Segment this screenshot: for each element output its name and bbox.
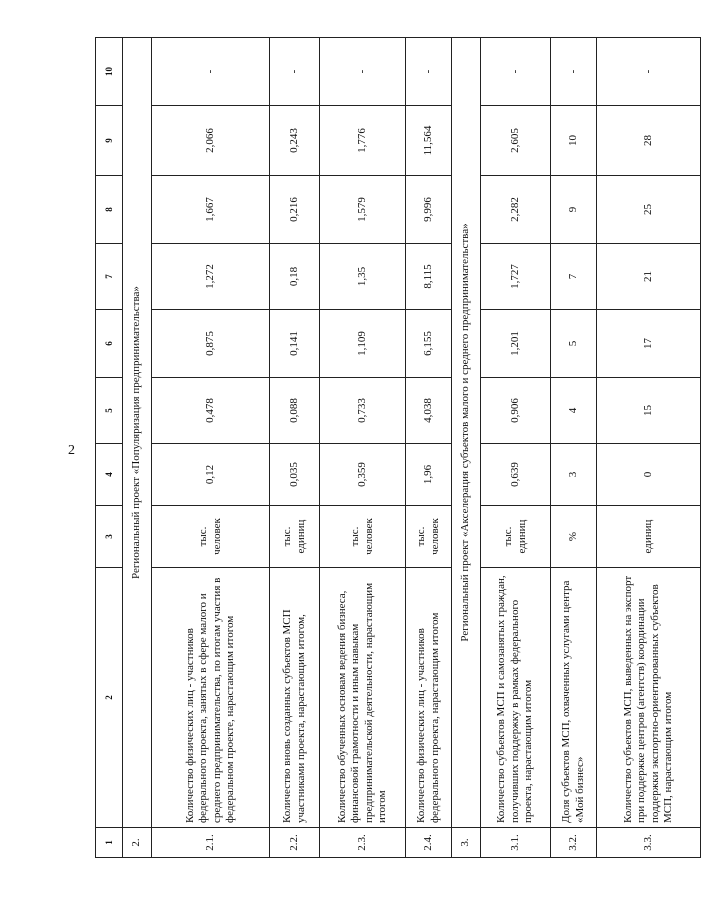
- unit-cell: тыс. единиц: [481, 506, 551, 568]
- row-number: 2.1.: [152, 828, 270, 858]
- value-cell: 1,727: [481, 244, 551, 310]
- value-cell: 0,639: [481, 444, 551, 506]
- row-number: 3.1.: [481, 828, 551, 858]
- value-cell: 9,996: [406, 176, 452, 244]
- column-number: 10: [96, 38, 123, 106]
- value-cell: 11,564: [406, 106, 452, 176]
- row-number: 2.3.: [320, 828, 406, 858]
- value-cell: -: [406, 38, 452, 106]
- value-cell: 0,216: [270, 176, 320, 244]
- value-cell: 0,141: [270, 310, 320, 378]
- indicator-name: Доля субъектов МСП, охваченных услугами центра «Мой бизнес»: [551, 568, 597, 828]
- section-number: 3.: [452, 828, 481, 858]
- indicator-name: Количество физических лиц - участников федерального проекта, нарастающим итогом: [406, 568, 452, 828]
- value-cell: 1,667: [152, 176, 270, 244]
- unit-cell: тыс. человек: [406, 506, 452, 568]
- value-cell: 1,776: [320, 106, 406, 176]
- unit-cell: тыс. единиц: [270, 506, 320, 568]
- unit-cell: %: [551, 506, 597, 568]
- column-number: 6: [96, 310, 123, 378]
- section-title: Региональный проект «Акселерация субъектов малого и среднего предпринимательства»: [452, 38, 481, 828]
- value-cell: -: [152, 38, 270, 106]
- section-title: Региональный проект «Популяризация предпринимательства»: [123, 38, 152, 828]
- value-cell: 4: [551, 378, 597, 444]
- indicators-table: [95, 37, 701, 858]
- value-cell: 17: [597, 310, 701, 378]
- value-cell: 0,875: [152, 310, 270, 378]
- value-cell: -: [481, 38, 551, 106]
- value-cell: -: [551, 38, 597, 106]
- value-cell: 15: [597, 378, 701, 444]
- column-number: 2: [96, 568, 123, 828]
- value-cell: 3: [551, 444, 597, 506]
- value-cell: 1,109: [320, 310, 406, 378]
- table-row: [152, 38, 270, 858]
- column-number: 8: [96, 176, 123, 244]
- page-number: 2: [68, 443, 75, 458]
- column-number: 7: [96, 244, 123, 310]
- column-number: 5: [96, 378, 123, 444]
- table-row: [481, 38, 551, 858]
- value-cell: 28: [597, 106, 701, 176]
- table-row: [597, 38, 701, 858]
- value-cell: 9: [551, 176, 597, 244]
- value-cell: 1,272: [152, 244, 270, 310]
- column-number-row: [96, 38, 123, 858]
- value-cell: 0,035: [270, 444, 320, 506]
- value-cell: -: [597, 38, 701, 106]
- value-cell: 8,115: [406, 244, 452, 310]
- value-cell: 4,038: [406, 378, 452, 444]
- table-row: [406, 38, 452, 858]
- value-cell: 0,733: [320, 378, 406, 444]
- value-cell: 1,35: [320, 244, 406, 310]
- value-cell: 0,359: [320, 444, 406, 506]
- value-cell: 0,243: [270, 106, 320, 176]
- indicator-name: Количество физических лиц - участников федерального проекта, занятых в сфере малого и среднего предпринимательства, по итогам участия в федеральном проекте, нарастающим итогом: [152, 568, 270, 828]
- value-cell: 0,906: [481, 378, 551, 444]
- value-cell: 2,605: [481, 106, 551, 176]
- indicator-name: Количество обученных основам ведения бизнеса, финансовой грамотности и иным навыкам предпринимательской деятельности, нарастающим итогом: [320, 568, 406, 828]
- column-number: 4: [96, 444, 123, 506]
- section-row: [123, 38, 152, 858]
- value-cell: 0,478: [152, 378, 270, 444]
- value-cell: 1,201: [481, 310, 551, 378]
- value-cell: 0,18: [270, 244, 320, 310]
- rotated-page: [95, 38, 674, 858]
- row-number: 2.4.: [406, 828, 452, 858]
- value-cell: -: [320, 38, 406, 106]
- value-cell: -: [270, 38, 320, 106]
- table-body: [96, 38, 701, 858]
- row-number: 2.2.: [270, 828, 320, 858]
- table-row: [320, 38, 406, 858]
- unit-cell: тыс. человек: [152, 506, 270, 568]
- value-cell: 25: [597, 176, 701, 244]
- value-cell: 0,088: [270, 378, 320, 444]
- value-cell: 0,12: [152, 444, 270, 506]
- value-cell: 2,066: [152, 106, 270, 176]
- table-row: [270, 38, 320, 858]
- value-cell: 2,282: [481, 176, 551, 244]
- value-cell: 0: [597, 444, 701, 506]
- unit-cell: тыс. человек: [320, 506, 406, 568]
- column-number: 9: [96, 106, 123, 176]
- value-cell: 1,579: [320, 176, 406, 244]
- indicator-name: Количество субъектов МСП и самозанятых граждан, получивших поддержку в рамках федерального проекта, нарастающим итогом: [481, 568, 551, 828]
- indicator-name: Количество вновь созданных субъектов МСП участниками проекта, нарастающим итогом,: [270, 568, 320, 828]
- row-number: 3.2.: [551, 828, 597, 858]
- value-cell: 10: [551, 106, 597, 176]
- column-number: 3: [96, 506, 123, 568]
- indicator-name: Количество субъектов МСП, выведенных на экспорт при поддержке центров (агентств) координации поддержки экспортно-ориентированных субъектов МСП, нарастающим итогом: [597, 568, 701, 828]
- row-number: 3.3.: [597, 828, 701, 858]
- value-cell: 7: [551, 244, 597, 310]
- unit-cell: единиц: [597, 506, 701, 568]
- value-cell: 1,96: [406, 444, 452, 506]
- value-cell: 5: [551, 310, 597, 378]
- section-number: 2.: [123, 828, 152, 858]
- table-row: [551, 38, 597, 858]
- section-row: [452, 38, 481, 858]
- value-cell: 6,155: [406, 310, 452, 378]
- value-cell: 21: [597, 244, 701, 310]
- column-number: 1: [96, 828, 123, 858]
